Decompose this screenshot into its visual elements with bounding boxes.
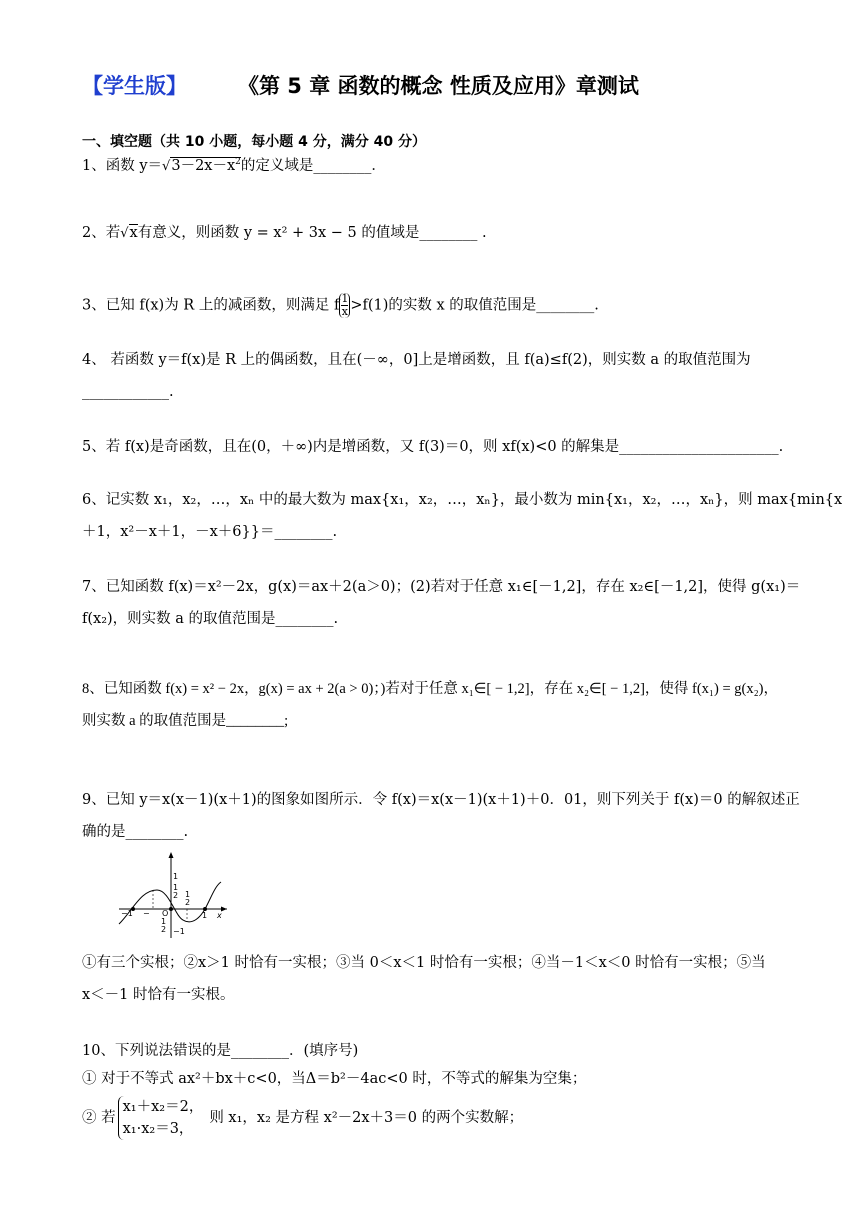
y-tick-label: 2 [173, 891, 179, 900]
question-7-line-1: 7、已知函数 f(x)＝x²－2x，g(x)＝ax＋2(a＞0)；(2)若对于任意 x₁∈[－1,2]，存在 x₂∈[－1,2]，使得 g(x₁)＝ [82, 579, 801, 595]
y-tick-label: 1 [173, 872, 179, 881]
y-tick-label: −1 [173, 927, 185, 936]
section-heading: 一、填空题（共 10 小题，每小题 4 分，满分 40 分） [82, 134, 426, 150]
question-2-number: 2、 [82, 225, 106, 241]
y-tick-label: 1 [173, 883, 179, 892]
question-9-line-1: 9、已知 y＝x(x－1)(x＋1)的图象如图所示．令 f(x)＝x(x－1)(x＋1)＋0．01，则下列关于 f(x)＝0 的解叙述正 [82, 792, 800, 808]
question-8-line-1: 8、已知函数 f(x) = x² − 2x，g(x) = ax + 2(a > 0)；)若对于任意 x₁∈[ − 1,2]，存在 x₂∈[ − 1,2]，使得 f(x₁) = g(x₂)， [82, 681, 778, 697]
question-3-number: 3、 [82, 297, 106, 314]
x-tick-label: −1 [121, 909, 133, 918]
x-axis-arrow [221, 907, 227, 912]
x-tick-label: 2 [185, 898, 191, 907]
question-5: 5、若 f(x)是奇函数，且在(0，＋∞)内是增函数，又 f(3)＝0，则 xf(x)<0 的解集是______________________. [82, 439, 784, 455]
question-3-text-a: 已知 f(x)为 R 上的减函数，则满足 f [105, 297, 340, 314]
question-1-number: 1、 [82, 158, 106, 174]
student-edition-tag: 【学生版】 [82, 74, 187, 98]
x-tick-label: 1 [185, 890, 191, 899]
question-9-options-line-1: ①有三个实根；②x＞1 时恰有一实根；③当 0＜x＜1 时恰有一实根；④当－1＜x＜0 时恰有一实根；⑤当 [82, 955, 766, 971]
option-2-prefix: ② 若 [82, 1110, 116, 1126]
question-1-suffix: 的定义域是________． [240, 158, 386, 174]
question-2-suffix: 有意义，则函数 y = x² + 3x − 5 的值域是________ . [137, 225, 487, 241]
page-title: 《第 5 章 函数的概念 性质及应用》章测试 [238, 74, 639, 98]
question-6-line-1: 6、记实数 x₁，x₂，…，xₙ 中的最大数为 max{x₁，x₂，…，xₙ}，最小数为 min{x₁，x₂，…，xₙ}，则 max{min{x [82, 492, 843, 508]
origin-point [169, 907, 173, 911]
y-tick-label: 2 [161, 925, 167, 934]
option-2-suffix: 则 x₁，x₂ 是方程 x²－2x＋3＝0 的两个实数解； [209, 1110, 524, 1126]
question-9-options-line-2: x＜－1 时恰有一实根。 [82, 987, 235, 1003]
equation-system: x₁＋x₂＝2， x₁·x₂＝3， [118, 1096, 204, 1140]
question-1-radicand: $3-2x-x^2$ [171, 157, 241, 174]
question-4-line-2: ____________. [82, 384, 174, 400]
question-6-line-2: ＋1，x²－x＋1，－x＋6}}＝________. [82, 524, 338, 540]
question-4-line-1: 4、 若函数 y＝f(x)是 R 上的偶函数，且在(－∞，0]上是增函数，且 f(a)≤f(2)，则实数 a 的取值范围为 [82, 352, 751, 368]
x-tick-label: 1 [202, 911, 208, 920]
question-2-radicand: x [129, 225, 138, 241]
question-9-line-2: 确的是________. [82, 824, 189, 840]
x-tick-label: − [143, 909, 150, 918]
question-1-prefix: 函数 y＝ [105, 158, 163, 174]
question-10-option-1: ① 对于不等式 ax²＋bx＋c<0，当Δ＝b²－4ac<0 时，不等式的解集为空集； [82, 1071, 587, 1087]
y-tick-label: 1 [161, 917, 167, 926]
sqrt-sign: √ [120, 226, 129, 241]
x-axis-label: x [217, 911, 222, 920]
question-10-option-2 [82, 1096, 523, 1140]
cubic-function-graph [115, 850, 230, 940]
question-3-fraction: $\frac{1}{x}$ [341, 292, 349, 318]
question-2 [82, 222, 487, 245]
question-3-text-b: >f(1)的实数 x 的取值范围是________. [350, 297, 599, 314]
question-10-line-1: 10、下列说法错误的是________．(填序号) [82, 1043, 359, 1059]
question-3 [82, 293, 599, 318]
sqrt-sign: √ [162, 159, 171, 174]
question-1 [82, 155, 386, 178]
y-axis-arrow [169, 852, 174, 858]
question-7-line-2: f(x₂)，则实数 a 的取值范围是________. [82, 611, 339, 627]
question-2-prefix: 若 [105, 225, 121, 241]
origin-label: O [162, 909, 169, 918]
question-8-line-2: 则实数 a 的取值范围是________; [82, 713, 289, 729]
